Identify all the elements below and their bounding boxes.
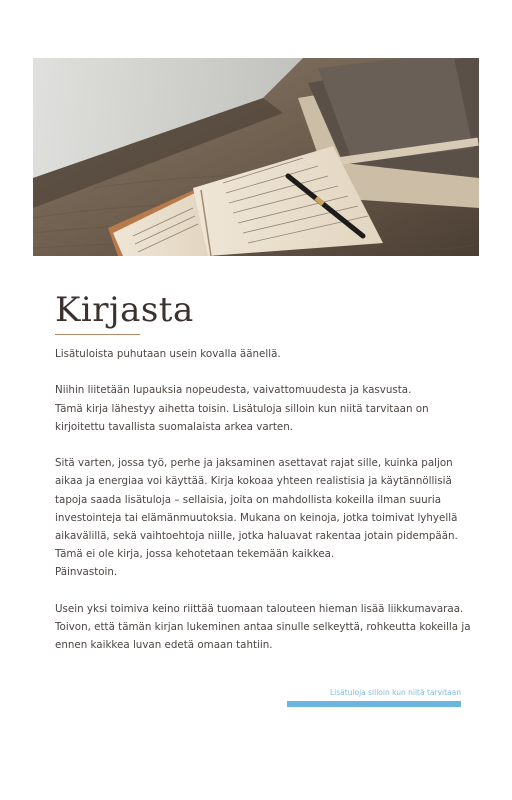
paragraph: Usein yksi toimiva keino riittää tuomaan talouteen hieman lisää liikkumavaraa. Toivon, että tämän kirjan lukeminen antaa sinulle selkeyttä, rohkeutta kokeilla ja ennen kaikkea luvan edetä omaan tahtiin. xyxy=(55,602,471,652)
page-title: Kirjasta xyxy=(55,290,194,330)
body-text xyxy=(55,345,480,673)
paragraph: Lisätuloista puhutaan usein kovalla äänellä. xyxy=(55,348,281,360)
paragraph: Niihin liitetään lupauksia nopeudesta, vaivattomuudesta ja kasvusta. Tämä kirja lähestyy aihetta toisin. Lisätuloja silloin kun niitä tarvitaan on kirjoitettu tavallista suomalaista arkea varten. xyxy=(55,384,429,433)
title-underline xyxy=(55,334,140,335)
paragraph: Sitä varten, jossa työ, perhe ja jaksaminen asettavat rajat sille, kuinka paljon aikaa ja energiaa voi käyttää. Kirja kokoaa yhteen realistisia ja käytännöllisiä tapoja saada lisätuloja – sellaisia, joita on mahdollista kokeilla ilman suuria investointeja tai elämänmuutoksia. Mukana on keinoja, jotka toimivat lyhyellä aikavälillä, sekä vaihtoehtoja niille, jotka haluavat rakentaa jotain pidempään. Tämä ei ole kirja, jossa kehotetaan tekemään kaikkea. Päinvastoin. xyxy=(55,457,458,579)
footer-accent-bar xyxy=(287,701,461,707)
footer-book-title-link[interactable]: Lisätuloja silloin kun niitä tarvitaan xyxy=(329,688,461,697)
hero-image xyxy=(33,58,479,256)
